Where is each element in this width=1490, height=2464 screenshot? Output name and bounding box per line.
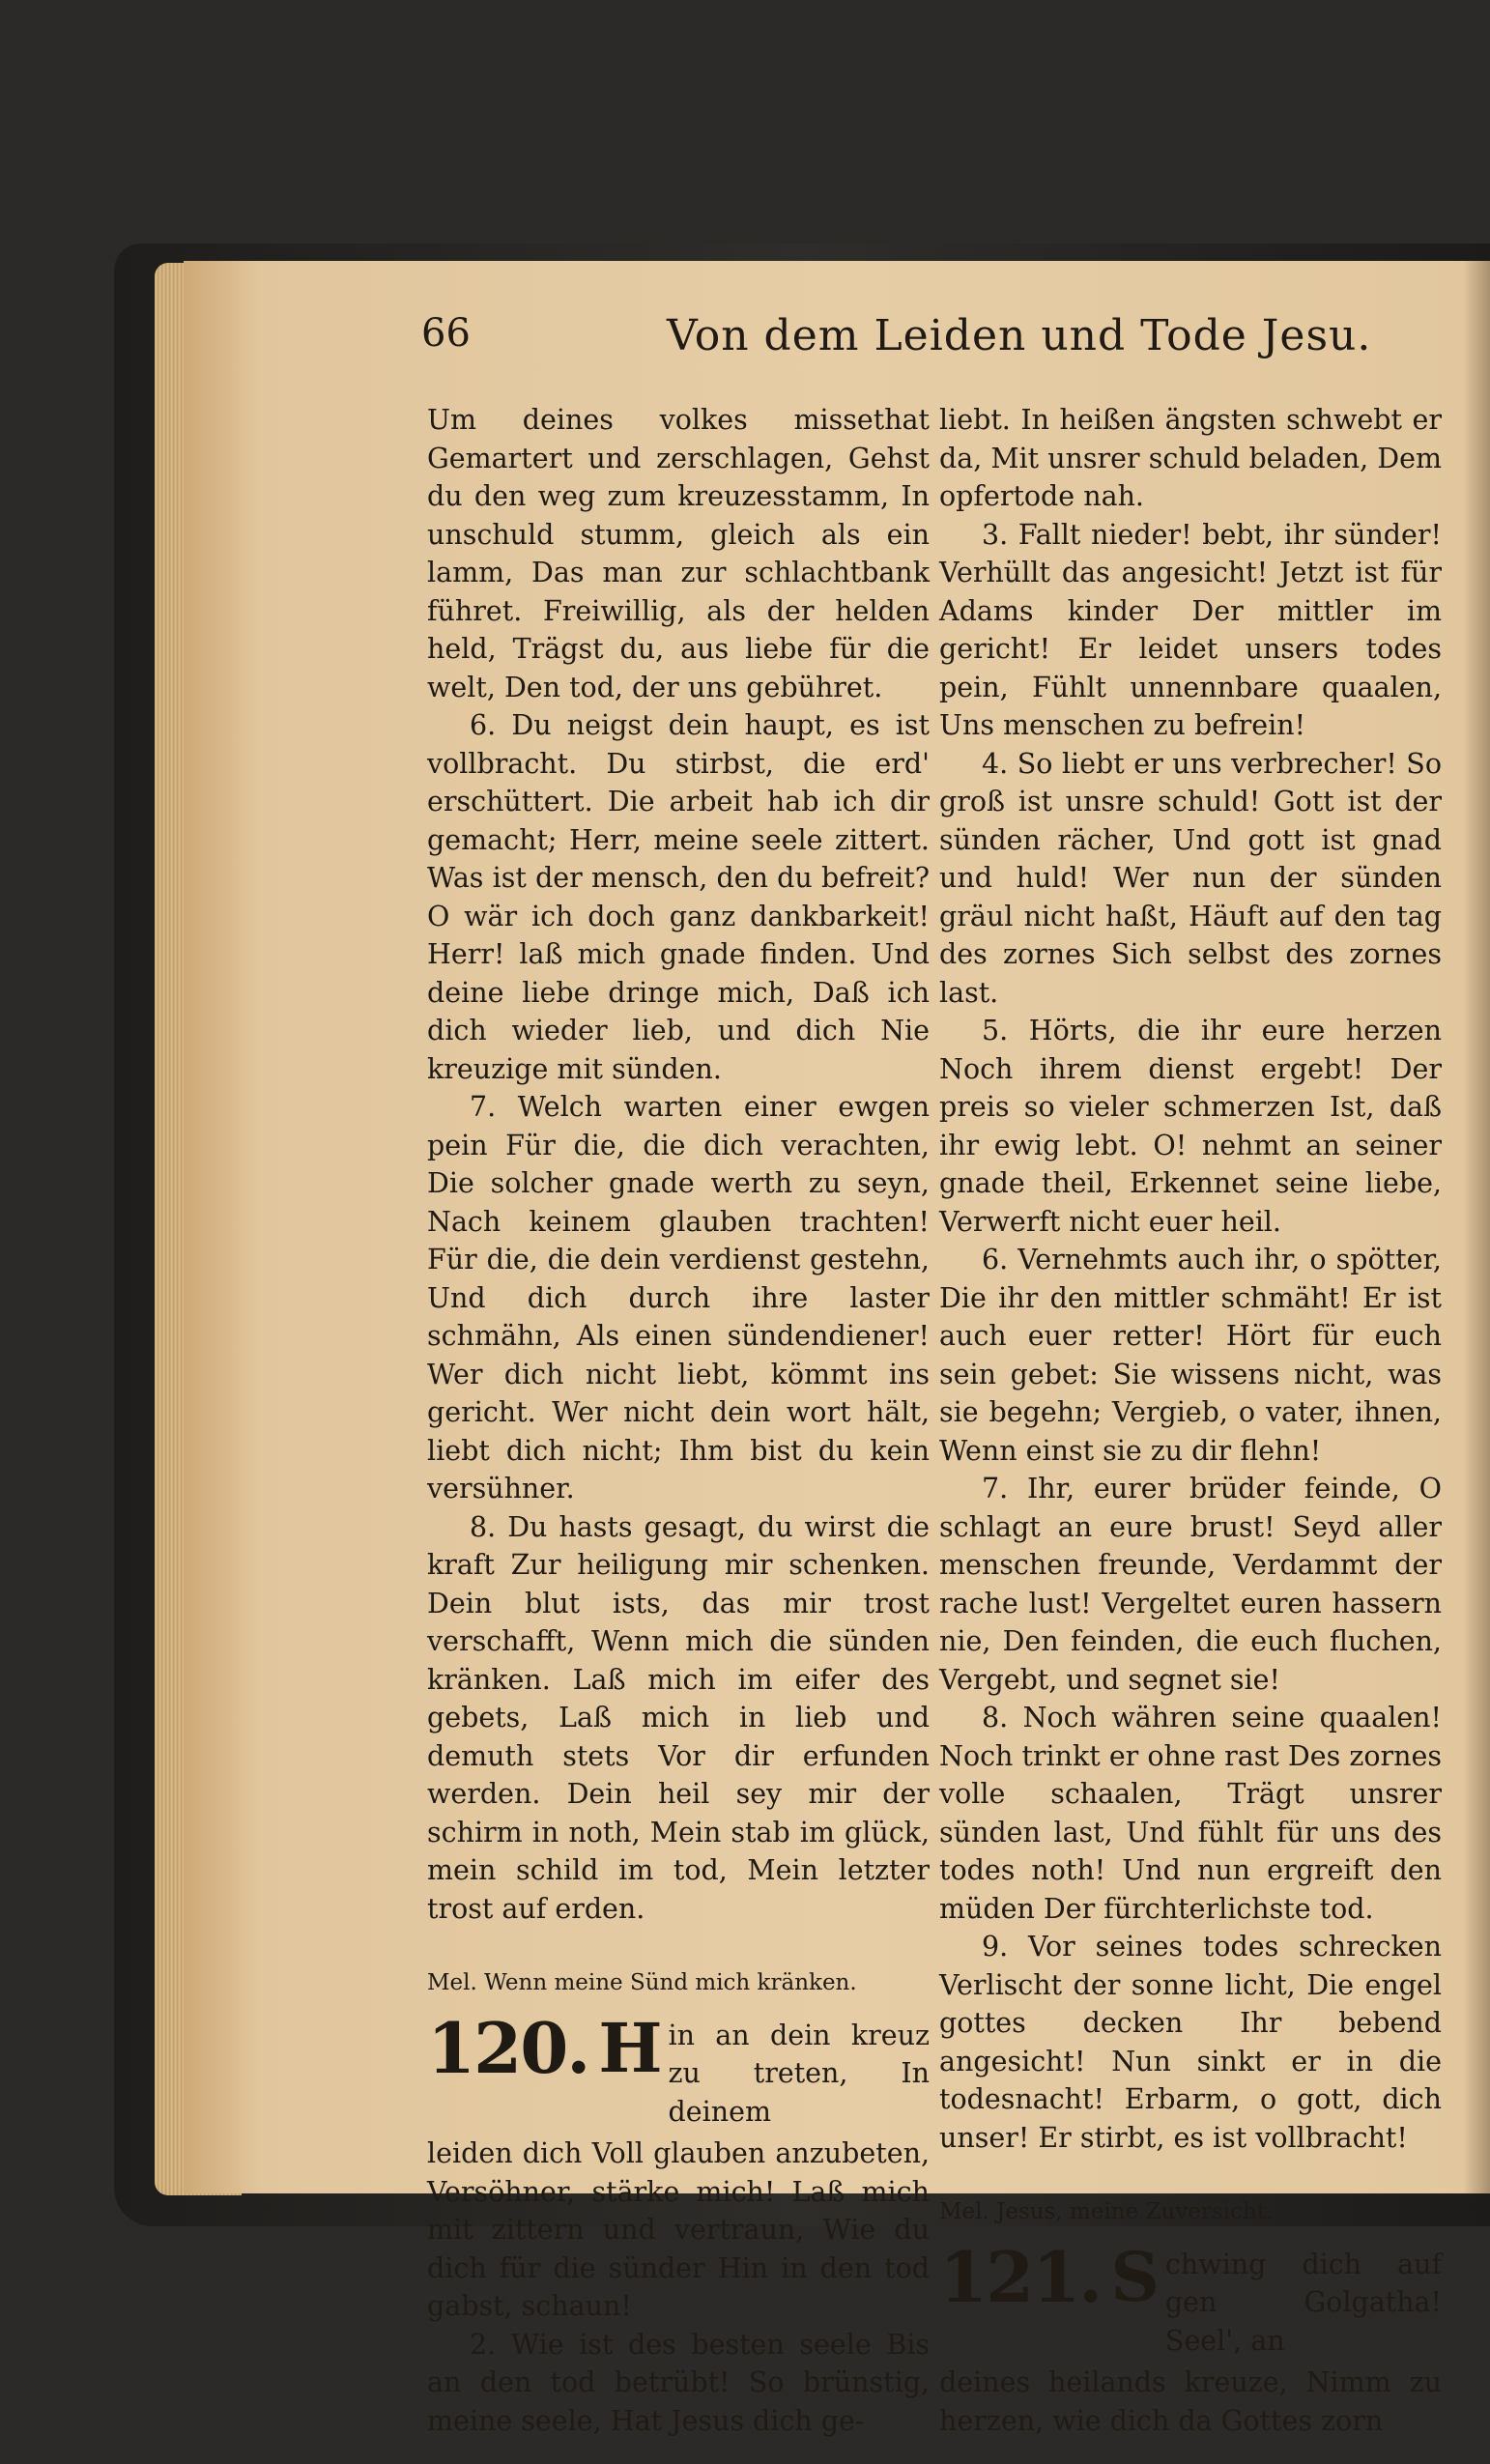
hymn-121-verse-1: deines heilands kreuze, Nimm zu herzen, wie dich da Gottes zorn [939,2366,1442,2437]
verse-7: 7. Welch warten einer ewgen pein Für die, die dich verachten, Die solcher gnade werth zu seyn, Nach keinem glauben trachten! Für die, die dein verdienst gestehn, Und dich durch ihre laster schmähn, Als einen sündendiener! Wer dich nicht liebt, kömmt ins gericht. Wer nicht dein wort hält, liebt dich nicht; Ihm bist du kein versühner. [427,1091,930,1504]
hymn-121-head [939,2235,1442,2361]
verse-8: 8. Noch währen seine quaalen! Noch trinkt er ohne rast Des zornes volle schaalen, Trägt unsrer sünden last, Und fühlt für uns des todes noth! Und nun ergreift den müden Der fürchterlichste tod. [939,1702,1442,1925]
running-head: Von dem Leiden und Tode Jesu. [667,311,1372,360]
page-header [184,311,1490,379]
verse-6: 6. Vernehmts auch ihr, o spötter, Die ihr den mittler schmäht! Er ist auch euer retter! Hört für euch sein gebet: Sie wissens nicht, was sie begehn; Vergieb, o vater, ihnen, Wenn einst sie zu dir flehn! [939,1244,1442,1467]
melody-note: Mel. Wenn meine Sünd mich kränken. [427,1970,857,1995]
verse-7: 7. Ihr, eurer brüder feinde, O schlagt an eure brust! Seyd aller menschen freunde, Verdammt der rache lust! Vergeltet euren hassern nie, Den feinden, die euch fluchen, Vergebt, und segnet sie! [939,1473,1442,1696]
verse-3: 3. Fallt nieder! bebt, ihr sünder! Verhüllt das angesicht! Jetzt ist für Adams kinder Der mittler im gericht! Er leidet unsers todes pein, Fühlt unnennbare quaalen, Uns menschen zu befrein! [939,518,1442,741]
melody-note: Mel. Jesus, meine Zuversicht. [939,2199,1274,2224]
drop-cap: H [598,2007,663,2088]
verse-5: 5. Hörts, die ihr eure herzen Noch ihrem dienst ergebt! Der preis so vieler schmerzen Ist, daß ihr ewig lebt. O! nehmt an seiner gnade theil, Erkennet seine liebe, Verwerft nicht euer heil. [939,1015,1442,1238]
verse-2-end: liebt. In heißen ängsten schwebt er da, Mit unsrer schuld beladen, Dem opfertode nah. [939,404,1442,512]
hymn-first-line: chwing dich auf gen Golgatha! Seel', an [1164,2248,1442,2357]
hymn-120 [427,1964,930,2440]
verse-9: 9. Vor seines todes schrecken Verlischt der sonne licht, Die engel gottes decken Ihr bebend angesicht! Nun sinkt er in die todesnacht! Erbarm, o gott, dich unser! Er stirbt, es ist vollbracht! [939,1931,1442,2154]
drop-cap: S [1110,2236,1160,2317]
hymn-120-head [427,2006,930,2132]
verse-5-end: Um deines volkes missethat Gemartert und zerschlagen, Gehst du den weg zum kreuzesstamm, In unschuld stumm, gleich als ein lamm, Das man zur schlachtbank führet. Freiwillig, als der helden held, Trägst du, aus liebe für die welt, Den tod, der uns gebühret. [427,404,930,703]
hymn-120-verse-1: leiden dich Voll glauben anzubeten, Versöhner, stärke mich! Laß mich mit zittern und vertraun, Wie du dich für die sünder Hin in den tod gabst, schaun! [427,2137,930,2322]
right-column [939,401,1442,2440]
page-shadow [1463,261,1490,2193]
page-number: 66 [421,311,471,356]
verse-6: 6. Du neigst dein haupt, es ist vollbracht. Du stirbst, die erd' erschüttert. Die arbeit hab ich dir gemacht; Herr, meine seele zittert. Was ist der mensch, den du befreit? O wär ich doch ganz dankbarkeit! Herr! laß mich gnade finden. Und deine liebe dringe mich, Daß ich dich wieder lieb, und dich Nie kreuzige mit sünden. [427,709,930,1085]
verse-4: 4. So liebt er uns verbrecher! So groß ist unsre schuld! Gott ist der sünden rächer, Und gott ist gnad und huld! Wer nun der sünden gräul nicht haßt, Häuft auf den tag des zornes Sich selbst des zornes last. [939,747,1442,1009]
hymn-120-verse-2: 2. Wie ist des besten seele Bis an den tod betrübt! So brünstig, meine seele, Hat Jesus dich ge- [427,2328,930,2437]
hymn-number: 120. [427,2006,589,2089]
book-page [184,261,1490,2437]
hymn-121 [939,2193,1442,2440]
hymn-first-line: in an dein kreuz zu treten, In deinem [668,2019,930,2128]
left-column [427,401,930,2440]
hymn-number: 121. [939,2235,1102,2318]
verse-8: 8. Du hasts gesagt, du wirst die kraft Zur heiligung mir schenken. Dein blut ists, das mir trost verschafft, Wenn mich die sünden kränken. Laß mich im eifer des gebets, Laß mich in lieb und demuth stets Vor dir erfunden werden. Dein heil sey mir der schirm in noth, Mein stab im glück, mein schild im tod, Mein letzter trost auf erden. [427,1510,930,1925]
